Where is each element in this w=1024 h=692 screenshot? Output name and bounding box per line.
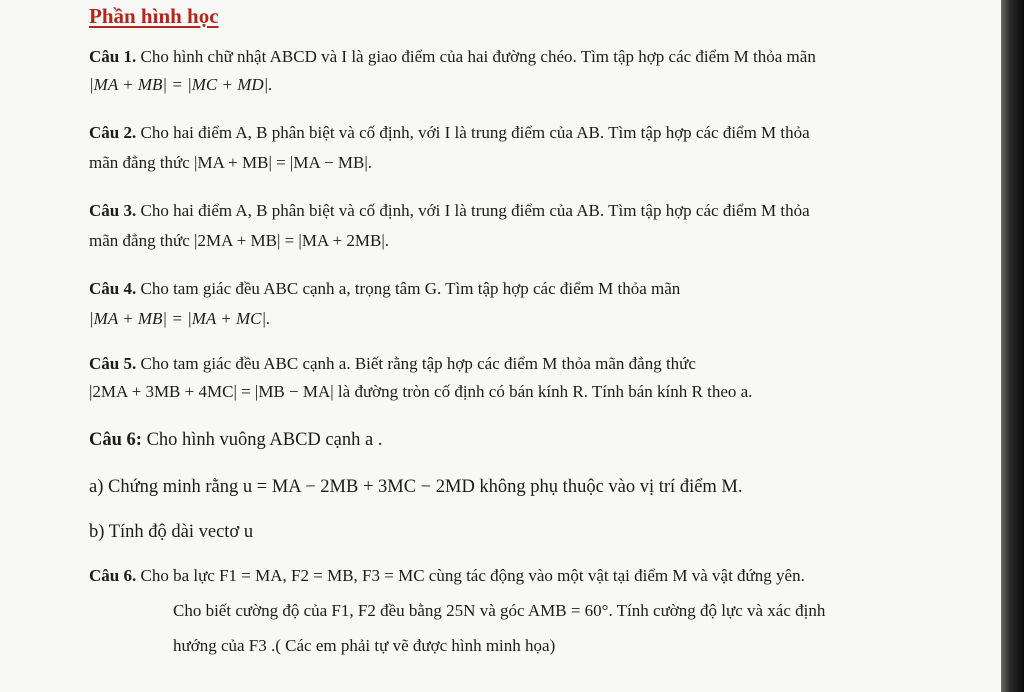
photo-dark-edge [1001,0,1024,692]
page-title: Phần hình học [89,4,219,28]
question-3-line-2 [89,231,389,251]
question-3-line-1 [89,201,810,221]
formula: mãn đẳng thức |2MA + MB| = |MA + 2MB|. [89,231,389,250]
question-7-line-1 [89,566,805,586]
question-5-line-1 [89,354,696,374]
question-label: Câu 1. [89,47,137,66]
question-text: Cho hình chữ nhật ABCD và I là giao điểm của hai đường chéo. Tìm tập hợp các điểm M thỏa mãn [136,47,816,66]
formula: |MA + MB| = |MC + MD|. [89,75,273,94]
question-2-line-1 [89,123,810,143]
question-text: a) Chứng minh rằng u = MA − 2MB + 3MC − 2MD không phụ thuộc vào vị trí điểm M. [89,477,743,497]
question-label: Câu 6: [89,430,142,450]
question-label: Câu 4. [89,279,137,298]
question-6-line-1 [89,430,382,451]
question-label: Câu 5. [89,354,137,373]
question-text: Cho hình vuông ABCD cạnh a . [141,430,383,450]
question-text: Cho hai điểm A, B phân biệt và cố định, với I là trung điểm của AB. Tìm tập hợp các điểm M thỏa [136,123,810,142]
question-2-line-2 [89,153,372,173]
question-label: Câu 3. [89,201,137,220]
question-1-line-1 [89,47,816,67]
formula: mãn đẳng thức |MA + MB| = |MA − MB|. [89,153,372,172]
question-text: Cho tam giác đều ABC cạnh a. Biết rằng tập hợp các điểm M thỏa mãn đẳng thức [136,354,696,373]
question-text: hướng của F3 .( Các em phải tự vẽ được hình minh họa) [173,636,556,655]
question-text: Cho biết cường độ của F1, F2 đều bằng 25N và góc AMB = 60°. Tính cường độ lực và xác định [173,601,826,620]
question-text: Cho hai điểm A, B phân biệt và cố định, với I là trung điểm của AB. Tìm tập hợp các điểm M thỏa [136,201,810,220]
question-7-line-2 [173,601,825,621]
question-label: Câu 2. [89,123,137,142]
question-text: Cho tam giác đều ABC cạnh a, trọng tâm G. Tìm tập hợp các điểm M thỏa mãn [136,279,681,298]
question-text: Cho ba lực F1 = MA, F2 = MB, F3 = MC cùng tác động vào một vật tại điểm M và vật đứng yên. [136,566,805,585]
question-label: Câu 6. [89,566,137,585]
question-5-line-2 [89,382,752,402]
question-6a [89,477,743,498]
formula: |MA + MB| = |MA + MC|. [89,309,271,328]
question-4-line-2 [89,309,270,329]
question-4-line-1 [89,279,680,299]
question-6b [89,522,253,543]
question-text: b) Tính độ dài vectơ u [89,522,254,542]
question-1-line-2 [89,75,273,95]
question-7-line-3 [173,636,555,656]
formula: |2MA + 3MB + 4MC| = |MB − MA| là đường tròn cố định có bán kính R. Tính bán kính R theo a. [89,382,753,401]
